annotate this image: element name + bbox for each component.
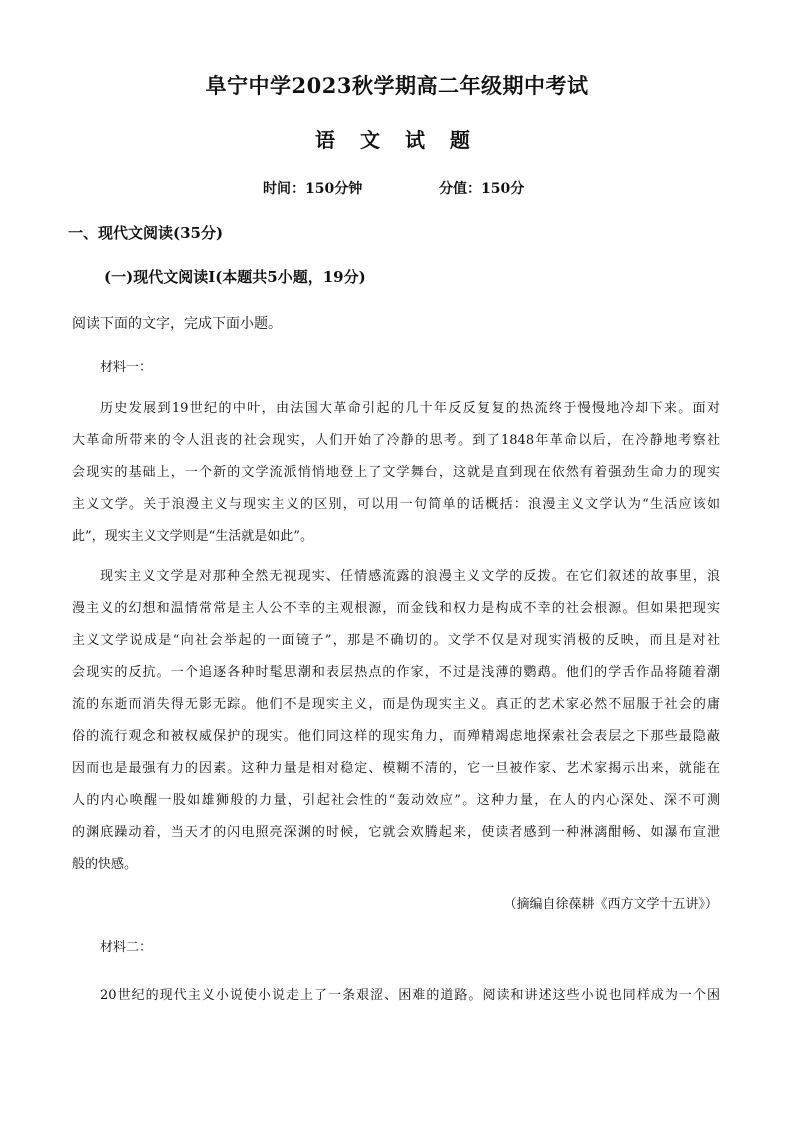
instruction-text: 阅读下面的文字，完成下面小题。 <box>72 316 282 332</box>
paragraph-line: 俗的流行观念和被权威保护的现实。他们同这样的现实角力，而殚精竭虑地探索社会表层之下那些最隐蔽 <box>72 729 720 744</box>
exam-score: 分值：150分 <box>439 181 525 197</box>
paragraph-line: 20世纪的现代主义小说使小说走上了一条艰涩、困难的道路。阅读和讲述这些小说也同样成为一个困 <box>100 988 720 1003</box>
material-1-label: 材料一： <box>100 360 153 375</box>
paragraph-line: 因而也是最强有力的因素。这种力量是相对稳定、模糊不清的，它一旦被作家、艺术家揭示出来，就能在 <box>72 761 720 776</box>
material-2-paragraph-1 <box>100 980 720 1012</box>
paragraph-line: 漫主义的幻想和温情常常是主人公不幸的主观根源，而金钱和权力是构成不幸的社会根源。但如果把现实 <box>72 601 720 616</box>
paragraph-line: 会现实的基础上，一个新的文学流派悄悄地登上了文学舞台，这就是直到现在依然有着强劲生命力的现实 <box>72 465 720 480</box>
exam-subject: 语 文 试 题 <box>315 128 479 152</box>
paragraph-line: 主义文学说成是“向社会举起的一面镜子”，那是不确切的。文学不仅是对现实消极的反映，而且是对社 <box>72 633 720 648</box>
paragraph-line: 会现实的反抗。一个追逐各种时髦思潮和表层热点的作家，不过是浅薄的鹦鹉。他们的学舌作品将随着潮 <box>72 665 720 680</box>
subsection-heading: (一)现代文阅读Ⅰ(本题共5小题，19分) <box>104 268 366 286</box>
section-heading: 一、现代文阅读(35分) <box>68 224 224 242</box>
exam-title: 阜宁中学2023秋学期高二年级期中考试 <box>205 73 589 98</box>
paragraph-line: 主义文学。关于浪漫主义与现实主义的区别，可以用一句简单的话概括：浪漫主义文学认为“生活应该如 <box>72 497 720 512</box>
paragraph-line: 此”，现实主义文学则是“生活就是如此”。 <box>72 529 313 544</box>
material-1-paragraph-2 <box>72 561 720 881</box>
paragraph-line: 大革命所带来的令人沮丧的社会现实，人们开始了冷静的思考。到了1848年革命以后，在冷静地考察社 <box>72 433 720 448</box>
paragraph-line: 人的内心唤醒一股如雄狮般的力量，引起社会性的“轰动效应”。这种力量，在人的内心深处、深不可测 <box>72 793 720 808</box>
material-2-label: 材料二： <box>100 940 153 955</box>
paragraph-line: 现实主义文学是对那种全然无视现实、任情感流露的浪漫主义文学的反拨。在它们叙述的故事里，浪 <box>100 569 720 584</box>
material-1-source: （摘编自徐葆耕《西方文学十五讲》） <box>503 897 718 912</box>
paragraph-line: 历史发展到19世纪的中叶，由法国大革命引起的几十年反反复复的热流终于慢慢地冷却下来。面对 <box>100 401 720 416</box>
material-1-paragraph-1 <box>72 393 720 553</box>
paragraph-line: 流的东逝而消失得无影无踪。他们不是现实主义，而是伪现实主义。真正的艺术家必然不屈服于社会的庸 <box>72 697 720 712</box>
exam-time: 时间：150分钟 <box>263 181 363 197</box>
paragraph-line: 般的快感。 <box>72 857 138 872</box>
paragraph-line: 的渊底躁动着，当天才的闪电照亮深渊的时候，它就会欢腾起来，使读者感到一种淋漓酣畅、如瀑布宣泄 <box>72 825 720 840</box>
